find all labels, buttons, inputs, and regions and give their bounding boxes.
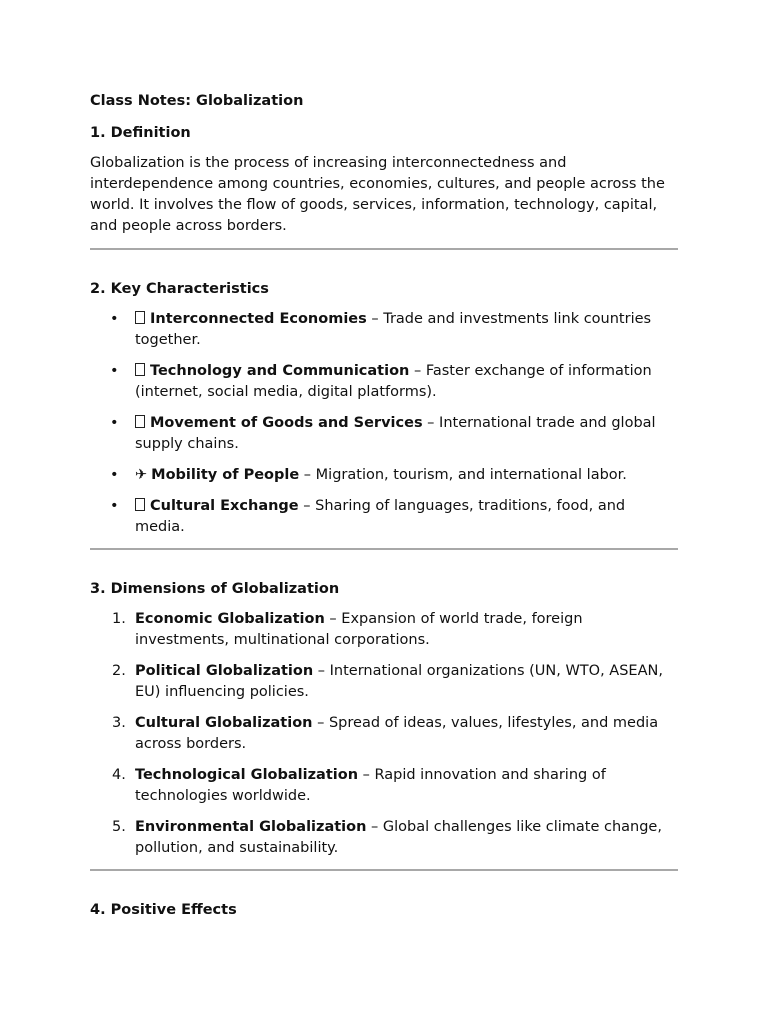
list-item (90, 413, 678, 455)
section-heading-positive-effects: 4. Positive Effects (90, 902, 237, 918)
item-term: Interconnected Economies (150, 311, 367, 327)
item-description: – Spread of ideas, values, lifestyles, and media across borders. (135, 715, 659, 752)
item-description: – Trade and investments link countries together. (135, 311, 652, 348)
section-heading-dimensions: 3. Dimensions of Globalization (90, 581, 340, 597)
item-term: Economic Globalization (135, 611, 325, 627)
item-term: Movement of Goods and Services (150, 415, 423, 431)
item-number: 1. (112, 611, 126, 627)
definition-paragraph: Globalization is the process of increasing interconnectedness and interdependence among countries, economies, cultures, and people across the world. It involves the flow of goods, services, information, technology, capital, and people across borders. (90, 155, 665, 234)
item-term: Mobility of People (151, 467, 300, 483)
airplane-icon: ✈ (135, 467, 148, 483)
item-number: 4. (112, 767, 126, 783)
item-description: – Faster exchange of information (internet, social media, digital platforms). (135, 363, 652, 400)
list-item (90, 465, 678, 486)
item-description: – International organizations (UN, WTO, ASEAN, EU) influencing policies. (135, 663, 663, 700)
key-characteristics-list (90, 309, 678, 538)
bullet-icon: • (110, 363, 119, 379)
box-glyph-icon (135, 363, 145, 376)
bullet-icon: • (110, 311, 119, 327)
item-term: Technological Globalization (135, 767, 359, 783)
list-item (90, 765, 678, 807)
item-term: Cultural Exchange (150, 498, 299, 514)
item-description: – Global challenges like climate change, pollution, and sustainability. (135, 819, 662, 856)
item-term: Technology and Communication (150, 363, 410, 379)
item-term: Environmental Globalization (135, 819, 367, 835)
section-heading-definition: 1. Definition (90, 125, 191, 141)
item-term: Cultural Globalization (135, 715, 313, 731)
item-description: – Expansion of world trade, foreign investments, multinational corporations. (135, 611, 583, 648)
list-item (90, 309, 678, 351)
section-heading-key-characteristics: 2. Key Characteristics (90, 281, 269, 297)
section-divider (90, 248, 678, 250)
list-item (90, 609, 678, 651)
list-item (90, 361, 678, 403)
item-term: Political Globalization (135, 663, 314, 679)
bullet-icon: • (110, 498, 119, 514)
list-item (90, 817, 678, 859)
document-title: Class Notes: Globalization (90, 93, 304, 109)
list-item (90, 496, 678, 538)
document-content (90, 91, 678, 920)
section-divider (90, 548, 678, 550)
item-number: 3. (112, 715, 126, 731)
item-description: – Rapid innovation and sharing of technologies worldwide. (135, 767, 606, 804)
item-number: 5. (112, 819, 126, 835)
item-number: 2. (112, 663, 126, 679)
list-item (90, 713, 678, 755)
item-description: – Sharing of languages, traditions, food, and media. (135, 498, 626, 535)
section-divider (90, 869, 678, 871)
box-glyph-icon (135, 498, 145, 511)
box-glyph-icon (135, 415, 145, 428)
item-description: – International trade and global supply chains. (135, 415, 656, 452)
box-glyph-icon (135, 311, 145, 324)
bullet-icon: • (110, 467, 119, 483)
item-description: – Migration, tourism, and international labor. (299, 467, 627, 483)
list-item (90, 661, 678, 703)
dimensions-list (90, 609, 678, 859)
bullet-icon: • (110, 415, 119, 431)
